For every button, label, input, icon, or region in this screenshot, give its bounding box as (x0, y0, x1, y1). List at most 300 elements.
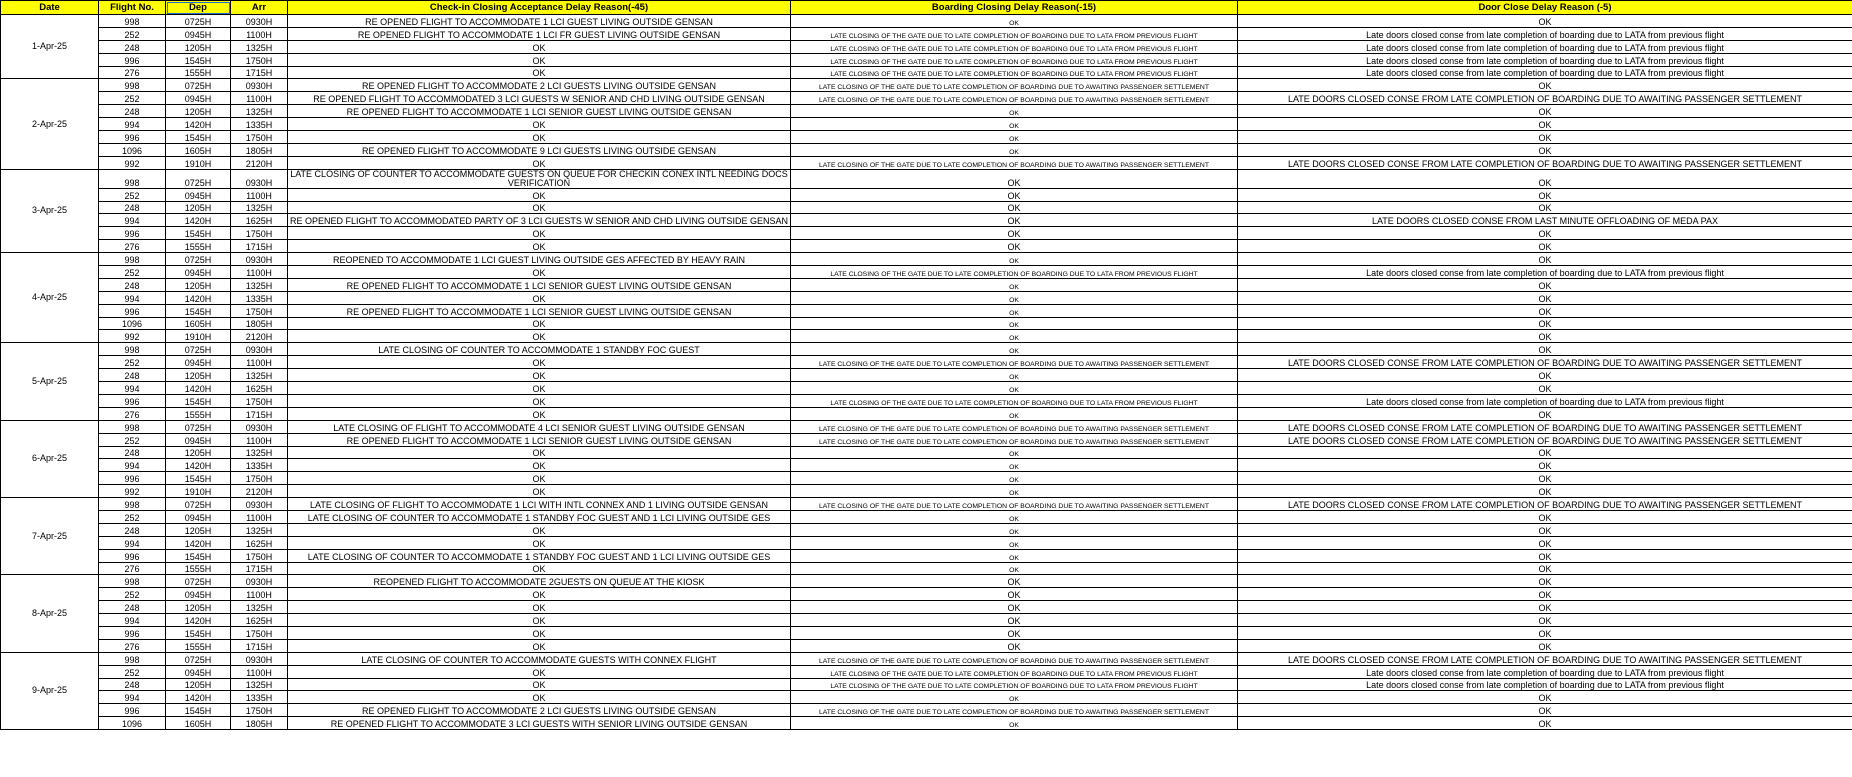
dep-cell[interactable]: 1420H (166, 214, 231, 227)
flight-no-cell[interactable]: 994 (99, 382, 166, 395)
checkin-reason-cell[interactable]: OK (288, 291, 791, 304)
door-reason-cell[interactable]: OK (1238, 343, 1852, 356)
flight-no-cell[interactable]: 248 (99, 201, 166, 214)
checkin-reason-cell[interactable]: OK (288, 446, 791, 459)
door-reason-cell[interactable]: OK (1238, 717, 1852, 730)
boarding-reason-cell[interactable]: LATE CLOSING OF THE GATE DUE TO LATE COMPLETION OF BOARDING DUE TO LATA FROM PREVIOUS FLIGHT (791, 53, 1238, 66)
date-cell[interactable]: 9-Apr-25 (1, 652, 99, 729)
checkin-reason-cell[interactable]: RE OPENED FLIGHT TO ACCOMMODATE 1 LCI FR GUEST LIVING OUTSIDE GENSAN (288, 27, 791, 40)
door-reason-cell[interactable]: OK (1238, 369, 1852, 382)
arr-cell[interactable]: 1100H (231, 266, 288, 279)
door-reason-cell[interactable]: Late doors closed conse from late completion of boarding due to LATA from previous flight (1238, 394, 1852, 407)
header-boarding-reason[interactable]: Boarding Closing Delay Reason(-15) (791, 1, 1238, 15)
flight-no-cell[interactable]: 994 (99, 614, 166, 627)
door-reason-cell[interactable]: OK (1238, 131, 1852, 144)
header-flight-no[interactable]: Flight No. (99, 1, 166, 15)
checkin-reason-cell[interactable]: OK (288, 382, 791, 395)
dep-cell[interactable]: 1545H (166, 394, 231, 407)
arr-cell[interactable]: 1750H (231, 394, 288, 407)
checkin-reason-cell[interactable]: RE OPENED FLIGHT TO ACCOMMODATE 1 LCI SENIOR GUEST LIVING OUTSIDE GENSAN (288, 105, 791, 118)
door-reason-cell[interactable]: OK (1238, 614, 1852, 627)
flight-no-cell[interactable]: 252 (99, 588, 166, 601)
arr-cell[interactable]: 1715H (231, 562, 288, 575)
dep-cell[interactable]: 0945H (166, 665, 231, 678)
arr-cell[interactable]: 0930H (231, 498, 288, 511)
flight-no-cell[interactable]: 1096 (99, 317, 166, 330)
flight-no-cell[interactable]: 248 (99, 40, 166, 53)
boarding-reason-cell[interactable]: LATE CLOSING OF THE GATE DUE TO LATE COMPLETION OF BOARDING DUE TO AWAITING PASSENGER SETTLEMENT (791, 356, 1238, 369)
checkin-reason-cell[interactable]: LATE CLOSING OF COUNTER TO ACCOMMODATE 1 STANDBY FOC GUEST (288, 343, 791, 356)
dep-cell[interactable]: 0945H (166, 92, 231, 105)
checkin-reason-cell[interactable]: OK (288, 691, 791, 704)
dep-cell[interactable]: 1555H (166, 240, 231, 253)
boarding-reason-cell[interactable]: OK (791, 536, 1238, 549)
dep-cell[interactable]: 1910H (166, 485, 231, 498)
dep-cell[interactable]: 1420H (166, 459, 231, 472)
arr-cell[interactable]: 1625H (231, 614, 288, 627)
flight-no-cell[interactable]: 998 (99, 420, 166, 433)
arr-cell[interactable]: 1100H (231, 665, 288, 678)
dep-cell[interactable]: 0945H (166, 356, 231, 369)
boarding-reason-cell[interactable]: OK (791, 639, 1238, 652)
arr-cell[interactable]: 2120H (231, 156, 288, 169)
dep-cell[interactable]: 1555H (166, 407, 231, 420)
checkin-reason-cell[interactable]: OK (288, 407, 791, 420)
flight-no-cell[interactable]: 252 (99, 27, 166, 40)
boarding-reason-cell[interactable]: OK (791, 523, 1238, 536)
flight-no-cell[interactable]: 996 (99, 549, 166, 562)
dep-cell[interactable]: 1420H (166, 118, 231, 131)
flight-no-cell[interactable]: 252 (99, 433, 166, 446)
door-reason-cell[interactable]: LATE DOORS CLOSED CONSE FROM LATE COMPLETION OF BOARDING DUE TO AWAITING PASSENGER SETTLEMENT (1238, 498, 1852, 511)
arr-cell[interactable]: 0930H (231, 169, 288, 188)
boarding-reason-cell[interactable]: OK (791, 15, 1238, 28)
arr-cell[interactable]: 1335H (231, 459, 288, 472)
door-reason-cell[interactable]: OK (1238, 446, 1852, 459)
arr-cell[interactable]: 1335H (231, 291, 288, 304)
flight-no-cell[interactable]: 252 (99, 92, 166, 105)
door-reason-cell[interactable]: OK (1238, 510, 1852, 523)
checkin-reason-cell[interactable]: OK (288, 601, 791, 614)
door-reason-cell[interactable]: OK (1238, 240, 1852, 253)
door-reason-cell[interactable]: OK (1238, 626, 1852, 639)
date-cell[interactable]: 6-Apr-25 (1, 420, 99, 497)
door-reason-cell[interactable]: OK (1238, 253, 1852, 266)
checkin-reason-cell[interactable]: RE OPENED FLIGHT TO ACCOMMODATE 1 LCI SENIOR GUEST LIVING OUTSIDE GENSAN (288, 433, 791, 446)
boarding-reason-cell[interactable]: LATE CLOSING OF THE GATE DUE TO LATE COMPLETION OF BOARDING DUE TO LATA FROM PREVIOUS FLIGHT (791, 27, 1238, 40)
boarding-reason-cell[interactable]: LATE CLOSING OF THE GATE DUE TO LATE COMPLETION OF BOARDING DUE TO LATA FROM PREVIOUS FLIGHT (791, 665, 1238, 678)
checkin-reason-cell[interactable]: OK (288, 523, 791, 536)
boarding-reason-cell[interactable]: OK (791, 214, 1238, 227)
arr-cell[interactable]: 1100H (231, 27, 288, 40)
checkin-reason-cell[interactable]: OK (288, 665, 791, 678)
arr-cell[interactable]: 1750H (231, 472, 288, 485)
arr-cell[interactable]: 1325H (231, 105, 288, 118)
boarding-reason-cell[interactable]: OK (791, 472, 1238, 485)
flight-no-cell[interactable]: 248 (99, 278, 166, 291)
flight-no-cell[interactable]: 248 (99, 446, 166, 459)
checkin-reason-cell[interactable]: OK (288, 639, 791, 652)
arr-cell[interactable]: 1750H (231, 227, 288, 240)
flight-no-cell[interactable]: 998 (99, 652, 166, 665)
arr-cell[interactable]: 1750H (231, 131, 288, 144)
checkin-reason-cell[interactable]: RE OPENED FLIGHT TO ACCOMMODATE 1 LCI SENIOR GUEST LIVING OUTSIDE GENSAN (288, 278, 791, 291)
header-date[interactable]: Date (1, 1, 99, 15)
arr-cell[interactable]: 1625H (231, 382, 288, 395)
flight-no-cell[interactable]: 994 (99, 118, 166, 131)
door-reason-cell[interactable]: LATE DOORS CLOSED CONSE FROM LATE COMPLETION OF BOARDING DUE TO AWAITING PASSENGER SETTLEMENT (1238, 420, 1852, 433)
dep-cell[interactable]: 1205H (166, 446, 231, 459)
boarding-reason-cell[interactable]: OK (791, 549, 1238, 562)
header-arr[interactable]: Arr (231, 1, 288, 15)
flight-no-cell[interactable]: 252 (99, 356, 166, 369)
dep-cell[interactable]: 0945H (166, 588, 231, 601)
door-reason-cell[interactable]: OK (1238, 459, 1852, 472)
checkin-reason-cell[interactable]: OK (288, 118, 791, 131)
boarding-reason-cell[interactable]: OK (791, 626, 1238, 639)
date-cell[interactable]: 2-Apr-25 (1, 79, 99, 169)
dep-cell[interactable]: 0725H (166, 498, 231, 511)
arr-cell[interactable]: 1100H (231, 92, 288, 105)
boarding-reason-cell[interactable]: OK (791, 510, 1238, 523)
boarding-reason-cell[interactable]: OK (791, 131, 1238, 144)
flight-no-cell[interactable]: 996 (99, 304, 166, 317)
arr-cell[interactable]: 1325H (231, 369, 288, 382)
flight-no-cell[interactable]: 276 (99, 562, 166, 575)
checkin-reason-cell[interactable]: LATE CLOSING OF COUNTER TO ACCOMMODATE GUESTS WITH CONNEX FLIGHT (288, 652, 791, 665)
boarding-reason-cell[interactable]: OK (791, 118, 1238, 131)
flight-no-cell[interactable]: 1096 (99, 717, 166, 730)
boarding-reason-cell[interactable]: OK (791, 343, 1238, 356)
door-reason-cell[interactable]: OK (1238, 291, 1852, 304)
boarding-reason-cell[interactable]: LATE CLOSING OF THE GATE DUE TO LATE COMPLETION OF BOARDING DUE TO LATA FROM PREVIOUS FLIGHT (791, 40, 1238, 53)
checkin-reason-cell[interactable]: OK (288, 536, 791, 549)
flight-no-cell[interactable]: 252 (99, 510, 166, 523)
boarding-reason-cell[interactable]: OK (791, 291, 1238, 304)
flight-no-cell[interactable]: 996 (99, 227, 166, 240)
arr-cell[interactable]: 0930H (231, 343, 288, 356)
dep-cell[interactable]: 0725H (166, 15, 231, 28)
arr-cell[interactable]: 0930H (231, 15, 288, 28)
arr-cell[interactable]: 1325H (231, 201, 288, 214)
checkin-reason-cell[interactable]: OK (288, 201, 791, 214)
flight-no-cell[interactable]: 252 (99, 188, 166, 201)
door-reason-cell[interactable]: Late doors closed conse from late completion of boarding due to LATA from previous flight (1238, 66, 1852, 79)
arr-cell[interactable]: 1715H (231, 407, 288, 420)
door-reason-cell[interactable]: OK (1238, 330, 1852, 343)
checkin-reason-cell[interactable]: RE OPENED FLIGHT TO ACCOMMODATE 1 LCI GUEST LIVING OUTSIDE GENSAN (288, 15, 791, 28)
checkin-reason-cell[interactable]: LATE CLOSING OF FLIGHT TO ACCOMMODATE 1 LCI WITH INTL CONNEX AND 1 LIVING OUTSIDE GENSAN (288, 498, 791, 511)
checkin-reason-cell[interactable]: OK (288, 356, 791, 369)
dep-cell[interactable]: 1420H (166, 382, 231, 395)
boarding-reason-cell[interactable]: OK (791, 575, 1238, 588)
door-reason-cell[interactable]: OK (1238, 79, 1852, 92)
dep-cell[interactable]: 1605H (166, 717, 231, 730)
arr-cell[interactable]: 1750H (231, 704, 288, 717)
flight-no-cell[interactable]: 998 (99, 575, 166, 588)
dep-cell[interactable]: 1545H (166, 704, 231, 717)
flight-no-cell[interactable]: 998 (99, 498, 166, 511)
date-cell[interactable]: 4-Apr-25 (1, 253, 99, 343)
checkin-reason-cell[interactable]: RE OPENED FLIGHT TO ACCOMMODATE 2 LCI GUESTS LIVING OUTSIDE GENSAN (288, 79, 791, 92)
door-reason-cell[interactable]: OK (1238, 278, 1852, 291)
dep-cell[interactable]: 1420H (166, 614, 231, 627)
dep-cell[interactable]: 1545H (166, 549, 231, 562)
flight-no-cell[interactable]: 994 (99, 291, 166, 304)
boarding-reason-cell[interactable]: OK (791, 691, 1238, 704)
flight-no-cell[interactable]: 252 (99, 266, 166, 279)
checkin-reason-cell[interactable]: REOPENED TO ACCOMMODATE 1 LCI GUEST LIVING OUTSIDE GES AFFECTED BY HEAVY RAIN (288, 253, 791, 266)
boarding-reason-cell[interactable]: LATE CLOSING OF THE GATE DUE TO LATE COMPLETION OF BOARDING DUE TO AWAITING PASSENGER SETTLEMENT (791, 704, 1238, 717)
dep-cell[interactable]: 1605H (166, 317, 231, 330)
door-reason-cell[interactable]: LATE DOORS CLOSED CONSE FROM LATE COMPLETION OF BOARDING DUE TO AWAITING PASSENGER SETTLEMENT (1238, 156, 1852, 169)
checkin-reason-cell[interactable]: OK (288, 317, 791, 330)
door-reason-cell[interactable]: Late doors closed conse from late completion of boarding due to LATA from previous flight (1238, 266, 1852, 279)
flight-no-cell[interactable]: 248 (99, 523, 166, 536)
flight-no-cell[interactable]: 992 (99, 485, 166, 498)
boarding-reason-cell[interactable]: LATE CLOSING OF THE GATE DUE TO LATE COMPLETION OF BOARDING DUE TO AWAITING PASSENGER SETTLEMENT (791, 498, 1238, 511)
door-reason-cell[interactable]: OK (1238, 549, 1852, 562)
boarding-reason-cell[interactable]: OK (791, 588, 1238, 601)
checkin-reason-cell[interactable]: OK (288, 485, 791, 498)
checkin-reason-cell[interactable]: RE OPENED FLIGHT TO ACCOMMODATED 3 LCI GUESTS W SENIOR AND CHD LIVING OUTSIDE GENSAN (288, 92, 791, 105)
door-reason-cell[interactable]: OK (1238, 201, 1852, 214)
dep-cell[interactable]: 1205H (166, 369, 231, 382)
arr-cell[interactable]: 1325H (231, 278, 288, 291)
flight-no-cell[interactable]: 996 (99, 131, 166, 144)
dep-cell[interactable]: 1545H (166, 626, 231, 639)
door-reason-cell[interactable]: OK (1238, 227, 1852, 240)
header-door-reason[interactable]: Door Close Delay Reason (-5) (1238, 1, 1852, 15)
flight-no-cell[interactable]: 996 (99, 626, 166, 639)
checkin-reason-cell[interactable]: OK (288, 227, 791, 240)
checkin-reason-cell[interactable]: OK (288, 626, 791, 639)
flight-no-cell[interactable]: 994 (99, 536, 166, 549)
checkin-reason-cell[interactable]: LATE CLOSING OF COUNTER TO ACCOMMODATE 1 STANDBY FOC GUEST AND 1 LCI LIVING OUTSIDE GES (288, 510, 791, 523)
boarding-reason-cell[interactable]: OK (791, 330, 1238, 343)
date-cell[interactable]: 3-Apr-25 (1, 169, 99, 252)
arr-cell[interactable]: 1100H (231, 510, 288, 523)
door-reason-cell[interactable]: OK (1238, 143, 1852, 156)
dep-cell[interactable]: 1555H (166, 66, 231, 79)
dep-cell[interactable]: 1205H (166, 601, 231, 614)
flight-no-cell[interactable]: 992 (99, 156, 166, 169)
dep-cell[interactable]: 0945H (166, 27, 231, 40)
checkin-reason-cell[interactable]: OK (288, 459, 791, 472)
boarding-reason-cell[interactable]: OK (791, 459, 1238, 472)
checkin-reason-cell[interactable]: REOPENED FLIGHT TO ACCOMMODATE 2GUESTS ON QUEUE AT THE KIOSK (288, 575, 791, 588)
boarding-reason-cell[interactable]: LATE CLOSING OF THE GATE DUE TO LATE COMPLETION OF BOARDING DUE TO AWAITING PASSENGER SETTLEMENT (791, 156, 1238, 169)
checkin-reason-cell[interactable]: LATE CLOSING OF COUNTER TO ACCOMMODATE 1 STANDBY FOC GUEST AND 1 LCI LIVING OUTSIDE GES (288, 549, 791, 562)
dep-cell[interactable]: 0945H (166, 266, 231, 279)
boarding-reason-cell[interactable]: OK (791, 188, 1238, 201)
boarding-reason-cell[interactable]: OK (791, 253, 1238, 266)
door-reason-cell[interactable]: OK (1238, 304, 1852, 317)
flight-no-cell[interactable]: 998 (99, 79, 166, 92)
dep-cell[interactable]: 0725H (166, 420, 231, 433)
checkin-reason-cell[interactable]: OK (288, 156, 791, 169)
flight-no-cell[interactable]: 996 (99, 472, 166, 485)
flight-no-cell[interactable]: 248 (99, 678, 166, 691)
dep-cell[interactable]: 0725H (166, 79, 231, 92)
door-reason-cell[interactable]: OK (1238, 472, 1852, 485)
dep-cell[interactable]: 1910H (166, 330, 231, 343)
checkin-reason-cell[interactable]: OK (288, 588, 791, 601)
flight-no-cell[interactable]: 276 (99, 66, 166, 79)
arr-cell[interactable]: 1715H (231, 240, 288, 253)
arr-cell[interactable]: 0930H (231, 575, 288, 588)
boarding-reason-cell[interactable]: OK (791, 201, 1238, 214)
arr-cell[interactable]: 1100H (231, 588, 288, 601)
door-reason-cell[interactable]: OK (1238, 485, 1852, 498)
flight-no-cell[interactable]: 998 (99, 343, 166, 356)
header-dep[interactable]: Dep (166, 1, 231, 15)
checkin-reason-cell[interactable]: RE OPENED FLIGHT TO ACCOMMODATE 1 LCI SENIOR GUEST LIVING OUTSIDE GENSAN (288, 304, 791, 317)
boarding-reason-cell[interactable]: OK (791, 304, 1238, 317)
flight-no-cell[interactable]: 998 (99, 253, 166, 266)
boarding-reason-cell[interactable]: OK (791, 369, 1238, 382)
date-cell[interactable]: 5-Apr-25 (1, 343, 99, 420)
dep-cell[interactable]: 1420H (166, 536, 231, 549)
door-reason-cell[interactable]: OK (1238, 575, 1852, 588)
boarding-reason-cell[interactable]: OK (791, 485, 1238, 498)
dep-cell[interactable]: 0725H (166, 575, 231, 588)
arr-cell[interactable]: 1325H (231, 601, 288, 614)
dep-cell[interactable]: 0725H (166, 169, 231, 188)
checkin-reason-cell[interactable]: OK (288, 53, 791, 66)
arr-cell[interactable]: 1750H (231, 304, 288, 317)
flight-no-cell[interactable]: 248 (99, 601, 166, 614)
door-reason-cell[interactable]: LATE DOORS CLOSED CONSE FROM LATE COMPLETION OF BOARDING DUE TO AWAITING PASSENGER SETTLEMENT (1238, 433, 1852, 446)
dep-cell[interactable]: 0725H (166, 652, 231, 665)
boarding-reason-cell[interactable]: OK (791, 169, 1238, 188)
flight-no-cell[interactable]: 276 (99, 407, 166, 420)
checkin-reason-cell[interactable]: OK (288, 131, 791, 144)
checkin-reason-cell[interactable]: OK (288, 369, 791, 382)
door-reason-cell[interactable]: Late doors closed conse from late completion of boarding due to LATA from previous flight (1238, 678, 1852, 691)
boarding-reason-cell[interactable]: LATE CLOSING OF THE GATE DUE TO LATE COMPLETION OF BOARDING DUE TO LATA FROM PREVIOUS FLIGHT (791, 394, 1238, 407)
dep-cell[interactable]: 1205H (166, 105, 231, 118)
flight-no-cell[interactable]: 276 (99, 240, 166, 253)
flight-no-cell[interactable]: 998 (99, 169, 166, 188)
checkin-reason-cell[interactable]: LATE CLOSING OF FLIGHT TO ACCOMMODATE 4 LCI SENIOR GUEST LIVING OUTSIDE GENSAN (288, 420, 791, 433)
dep-cell[interactable]: 1205H (166, 278, 231, 291)
arr-cell[interactable]: 0930H (231, 420, 288, 433)
flight-no-cell[interactable]: 994 (99, 459, 166, 472)
flight-no-cell[interactable]: 994 (99, 691, 166, 704)
flight-no-cell[interactable]: 998 (99, 15, 166, 28)
dep-cell[interactable]: 1545H (166, 227, 231, 240)
boarding-reason-cell[interactable]: OK (791, 717, 1238, 730)
door-reason-cell[interactable]: OK (1238, 382, 1852, 395)
dep-cell[interactable]: 0945H (166, 433, 231, 446)
dep-cell[interactable]: 1420H (166, 691, 231, 704)
boarding-reason-cell[interactable]: OK (791, 601, 1238, 614)
boarding-reason-cell[interactable]: LATE CLOSING OF THE GATE DUE TO LATE COMPLETION OF BOARDING DUE TO AWAITING PASSENGER SETTLEMENT (791, 652, 1238, 665)
checkin-reason-cell[interactable]: OK (288, 188, 791, 201)
boarding-reason-cell[interactable]: OK (791, 562, 1238, 575)
boarding-reason-cell[interactable]: LATE CLOSING OF THE GATE DUE TO LATE COMPLETION OF BOARDING DUE TO LATA FROM PREVIOUS FLIGHT (791, 678, 1238, 691)
door-reason-cell[interactable]: OK (1238, 105, 1852, 118)
checkin-reason-cell[interactable]: OK (288, 266, 791, 279)
door-reason-cell[interactable]: OK (1238, 15, 1852, 28)
boarding-reason-cell[interactable]: OK (791, 143, 1238, 156)
checkin-reason-cell[interactable]: OK (288, 614, 791, 627)
dep-cell[interactable]: 0725H (166, 253, 231, 266)
checkin-reason-cell[interactable]: OK (288, 240, 791, 253)
door-reason-cell[interactable]: OK (1238, 523, 1852, 536)
boarding-reason-cell[interactable]: OK (791, 614, 1238, 627)
boarding-reason-cell[interactable]: OK (791, 227, 1238, 240)
dep-cell[interactable]: 1545H (166, 304, 231, 317)
dep-cell[interactable]: 1545H (166, 472, 231, 485)
dep-cell[interactable]: 0945H (166, 188, 231, 201)
boarding-reason-cell[interactable]: LATE CLOSING OF THE GATE DUE TO LATE COMPLETION OF BOARDING DUE TO LATA FROM PREVIOUS FLIGHT (791, 266, 1238, 279)
flight-no-cell[interactable]: 994 (99, 214, 166, 227)
boarding-reason-cell[interactable]: OK (791, 446, 1238, 459)
arr-cell[interactable]: 1750H (231, 53, 288, 66)
header-checkin-reason[interactable]: Check-in Closing Acceptance Delay Reason(-45) (288, 1, 791, 15)
flight-no-cell[interactable]: 996 (99, 53, 166, 66)
arr-cell[interactable]: 2120H (231, 485, 288, 498)
arr-cell[interactable]: 1715H (231, 66, 288, 79)
door-reason-cell[interactable]: LATE DOORS CLOSED CONSE FROM LATE COMPLETION OF BOARDING DUE TO AWAITING PASSENGER SETTLEMENT (1238, 356, 1852, 369)
door-reason-cell[interactable]: OK (1238, 188, 1852, 201)
arr-cell[interactable]: 1805H (231, 717, 288, 730)
door-reason-cell[interactable]: Late doors closed conse from late completion of boarding due to LATA from previous flight (1238, 53, 1852, 66)
boarding-reason-cell[interactable]: LATE CLOSING OF THE GATE DUE TO LATE COMPLETION OF BOARDING DUE TO AWAITING PASSENGER SETTLEMENT (791, 92, 1238, 105)
arr-cell[interactable]: 1625H (231, 214, 288, 227)
dep-cell[interactable]: 0725H (166, 343, 231, 356)
flight-no-cell[interactable]: 996 (99, 704, 166, 717)
door-reason-cell[interactable]: Late doors closed conse from late completion of boarding due to LATA from previous flight (1238, 665, 1852, 678)
dep-cell[interactable]: 1910H (166, 156, 231, 169)
dep-cell[interactable]: 1205H (166, 523, 231, 536)
flight-no-cell[interactable]: 248 (99, 105, 166, 118)
dep-cell[interactable]: 0945H (166, 510, 231, 523)
door-reason-cell[interactable]: OK (1238, 118, 1852, 131)
dep-cell[interactable]: 1605H (166, 143, 231, 156)
door-reason-cell[interactable]: OK (1238, 704, 1852, 717)
arr-cell[interactable]: 1100H (231, 188, 288, 201)
boarding-reason-cell[interactable]: LATE CLOSING OF THE GATE DUE TO LATE COMPLETION OF BOARDING DUE TO LATA FROM PREVIOUS FLIGHT (791, 66, 1238, 79)
boarding-reason-cell[interactable]: LATE CLOSING OF THE GATE DUE TO LATE COMPLETION OF BOARDING DUE TO AWAITING PASSENGER SETTLEMENT (791, 420, 1238, 433)
flight-no-cell[interactable]: 248 (99, 369, 166, 382)
checkin-reason-cell[interactable]: LATE CLOSING OF COUNTER TO ACCOMMODATE GUESTS ON QUEUE FOR CHECKIN CONEX INTL NEEDING DOCS VERIFICATION (288, 169, 791, 188)
checkin-reason-cell[interactable]: OK (288, 66, 791, 79)
flight-no-cell[interactable]: 992 (99, 330, 166, 343)
arr-cell[interactable]: 1325H (231, 678, 288, 691)
checkin-reason-cell[interactable]: RE OPENED FLIGHT TO ACCOMMODATE 9 LCI GUESTS LIVING OUTSIDE GENSAN (288, 143, 791, 156)
checkin-reason-cell[interactable]: OK (288, 562, 791, 575)
checkin-reason-cell[interactable]: OK (288, 40, 791, 53)
arr-cell[interactable]: 1335H (231, 118, 288, 131)
dep-cell[interactable]: 1555H (166, 639, 231, 652)
date-cell[interactable]: 8-Apr-25 (1, 575, 99, 652)
checkin-reason-cell[interactable]: RE OPENED FLIGHT TO ACCOMMODATE 2 LCI GUESTS LIVING OUTSIDE GENSAN (288, 704, 791, 717)
arr-cell[interactable]: 1805H (231, 143, 288, 156)
boarding-reason-cell[interactable]: LATE CLOSING OF THE GATE DUE TO LATE COMPLETION OF BOARDING DUE TO AWAITING PASSENGER SETTLEMENT (791, 79, 1238, 92)
checkin-reason-cell[interactable]: OK (288, 330, 791, 343)
boarding-reason-cell[interactable]: OK (791, 317, 1238, 330)
date-cell[interactable]: 7-Apr-25 (1, 498, 99, 575)
dep-cell[interactable]: 1555H (166, 562, 231, 575)
boarding-reason-cell[interactable]: OK (791, 382, 1238, 395)
date-cell[interactable]: 1-Apr-25 (1, 15, 99, 79)
arr-cell[interactable]: 0930H (231, 79, 288, 92)
arr-cell[interactable]: 0930H (231, 652, 288, 665)
dep-cell[interactable]: 1545H (166, 131, 231, 144)
